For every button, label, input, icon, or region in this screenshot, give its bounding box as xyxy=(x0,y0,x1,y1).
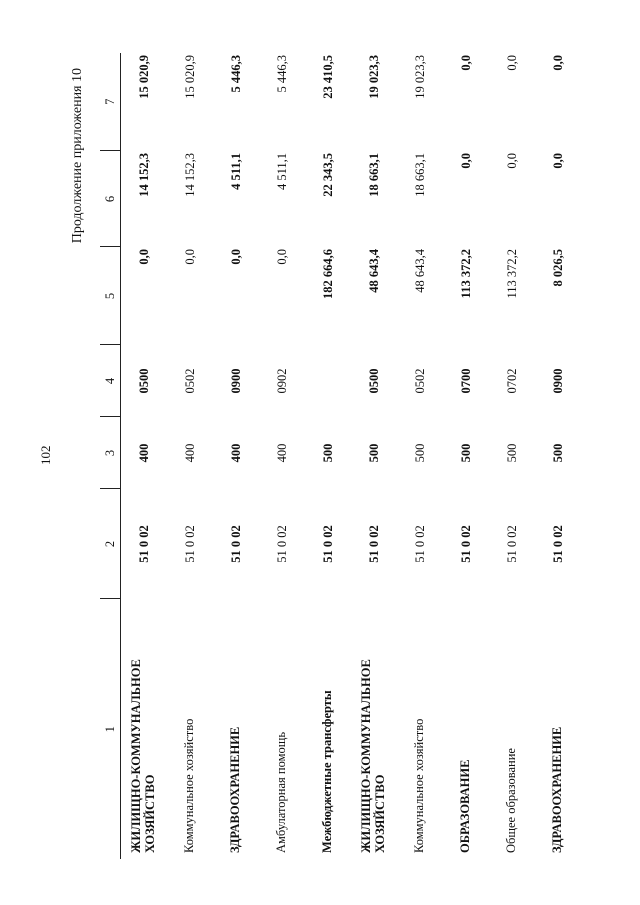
expense-type: 400 xyxy=(136,443,151,463)
amount-col6: 0,0 xyxy=(504,153,519,169)
target-article: 51 0 02 xyxy=(412,525,427,563)
section-code: 0902 xyxy=(274,368,289,394)
section-code: 0500 xyxy=(136,368,151,394)
target-article: 51 0 02 xyxy=(504,525,519,563)
amount-col5: 48 643,4 xyxy=(412,249,427,293)
amount-col7: 19 023,3 xyxy=(412,55,427,99)
header-cell: 7 xyxy=(100,53,121,151)
row-name: ЗДРАВООХРАНЕНИЕ xyxy=(550,726,565,853)
section-code: 0500 xyxy=(366,368,381,394)
amount-col5: 0,0 xyxy=(274,249,289,265)
table-row xyxy=(351,53,397,859)
table-row xyxy=(213,53,259,859)
expense-type: 500 xyxy=(366,443,381,463)
target-article: 51 0 02 xyxy=(550,525,565,563)
expense-type: 400 xyxy=(274,443,289,463)
amount-col7: 0,0 xyxy=(504,55,519,71)
target-article: 51 0 02 xyxy=(228,525,243,563)
table-row xyxy=(397,53,443,859)
row-name: Амбулаторная помощь xyxy=(274,731,289,853)
expense-type: 500 xyxy=(550,443,565,463)
amount-col7: 5 446,3 xyxy=(228,55,243,93)
table-row xyxy=(259,53,305,859)
row-name: ЖИЛИЩНО-КОММУНАЛЬНОЕ ХОЗЯЙСТВО xyxy=(359,659,387,853)
header-cell: 2 xyxy=(100,489,121,599)
amount-col5: 113 372,2 xyxy=(458,249,473,299)
amount-col6: 0,0 xyxy=(458,153,473,169)
amount-col6: 18 663,1 xyxy=(366,153,381,197)
target-article: 51 0 02 xyxy=(136,525,151,563)
amount-col7: 15 020,9 xyxy=(136,55,151,99)
amount-col6: 4 511,1 xyxy=(228,153,243,190)
amount-col7: 0,0 xyxy=(458,55,473,71)
amount-col7: 5 446,3 xyxy=(274,55,289,93)
header-cell: 5 xyxy=(100,247,121,345)
target-article: 51 0 02 xyxy=(366,525,381,563)
header-cell: 4 xyxy=(100,345,121,417)
amount-col6: 14 152,3 xyxy=(136,153,151,197)
amount-col6: 14 152,3 xyxy=(182,153,197,197)
target-article: 51 0 02 xyxy=(274,525,289,563)
row-name: ОБРАЗОВАНИЕ xyxy=(458,759,473,853)
expense-type: 500 xyxy=(504,443,519,463)
amount-col6: 0,0 xyxy=(550,153,565,169)
table-row xyxy=(305,53,351,859)
section-code: 0700 xyxy=(458,368,473,394)
amount-col5: 0,0 xyxy=(136,249,151,265)
amount-col5: 0,0 xyxy=(182,249,197,265)
row-name: Общее образование xyxy=(504,748,519,853)
page-number: 102 xyxy=(38,445,53,465)
table-row xyxy=(121,53,168,859)
row-name: Коммунальное хозяйство xyxy=(182,718,197,853)
amount-col5: 182 664,6 xyxy=(320,249,335,299)
amount-col5: 113 372,2 xyxy=(504,249,519,299)
expense-type: 400 xyxy=(228,443,243,463)
amount-col7: 19 023,3 xyxy=(366,55,381,99)
expense-type: 500 xyxy=(320,443,335,463)
section-code: 0900 xyxy=(228,368,243,394)
appendix-caption: Продолжение приложения 10 xyxy=(70,68,85,244)
table-body xyxy=(121,53,582,859)
expense-type: 400 xyxy=(182,443,197,463)
section-code: 0502 xyxy=(412,368,427,394)
budget-table xyxy=(100,53,581,859)
section-code: 0900 xyxy=(550,368,565,394)
table-header-row xyxy=(100,53,121,859)
section-code xyxy=(305,345,351,417)
amount-col5: 48 643,4 xyxy=(366,249,381,293)
row-name: ЖИЛИЩНО-КОММУНАЛЬНОЕ ХОЗЯЙСТВО xyxy=(129,659,157,853)
amount-col6: 4 511,1 xyxy=(274,153,289,191)
header-cell: 1 xyxy=(100,599,121,859)
target-article: 51 0 02 xyxy=(458,525,473,563)
target-article: 51 0 02 xyxy=(320,525,335,563)
amount-col7: 15 020,9 xyxy=(182,55,197,99)
expense-type: 500 xyxy=(458,443,473,463)
header-cell: 3 xyxy=(100,417,121,489)
amount-col6: 22 343,5 xyxy=(320,153,335,197)
section-code: 0502 xyxy=(182,368,197,394)
table-row xyxy=(167,53,213,859)
amount-col7: 0,0 xyxy=(550,55,565,71)
target-article: 51 0 02 xyxy=(182,525,197,563)
table-row xyxy=(489,53,535,859)
amount-col7: 23 410,5 xyxy=(320,55,335,99)
amount-col5: 8 026,5 xyxy=(550,249,565,287)
section-code: 0702 xyxy=(504,368,519,394)
row-name: Межбюджетные трансферты xyxy=(320,690,335,853)
header-cell: 6 xyxy=(100,151,121,247)
amount-col5: 0,0 xyxy=(228,249,243,265)
expense-type: 500 xyxy=(412,443,427,463)
table-row xyxy=(443,53,489,859)
table-row xyxy=(535,53,581,859)
row-name: Коммунальное хозяйство xyxy=(412,718,427,853)
amount-col6: 18 663,1 xyxy=(412,153,427,197)
row-name: ЗДРАВООХРАНЕНИЕ xyxy=(228,726,243,853)
